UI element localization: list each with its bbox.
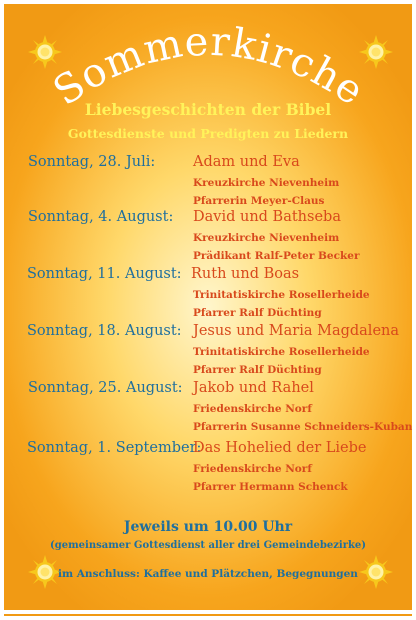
service-pastor: Pfarrer Ralf Düchting <box>193 307 322 319</box>
service-topic: Jakob und Rahel <box>193 380 314 396</box>
service-place: Kreuzkirche Nievenheim <box>193 177 340 189</box>
service-entry <box>4 323 412 379</box>
afterwards-note: im Anschluss: Kaffee und Plätzchen, Begegnungen <box>58 568 358 580</box>
service-topic: Adam und Eva <box>193 154 300 170</box>
service-topic: Das Hohelied der Liebe <box>193 440 367 456</box>
service-place: Trinitatiskirche Rosellerheide <box>193 289 370 301</box>
service-place: Kreuzkirche Nievenheim <box>193 232 340 244</box>
bottom-divider <box>4 614 412 616</box>
service-date: Sonntag, 1. September: <box>27 440 202 456</box>
poster <box>4 4 412 610</box>
service-pastor: Pfarrer Hermann Schenck <box>193 481 348 493</box>
service-entry <box>4 440 412 496</box>
service-note: (gemeinsamer Gottesdienst aller drei Gemeindebezirke) <box>50 540 366 551</box>
subtitle: Liebesgeschichten der Bibel <box>84 100 332 119</box>
service-topic: David und Bathseba <box>193 209 341 225</box>
service-place: Friedenskirche Norf <box>193 463 312 475</box>
service-pastor: Pfarrerin Susanne Schneiders-Kuban <box>193 421 412 433</box>
service-date: Sonntag, 4. August: <box>28 209 174 225</box>
service-date: Sonntag, 18. August: <box>27 323 182 339</box>
service-topic: Jesus und Maria Magdalena <box>193 323 400 339</box>
service-topic: Ruth und Boas <box>191 266 300 282</box>
service-entry <box>4 154 412 210</box>
tagline: Gottesdienste und Predigten zu Liedern <box>67 126 349 141</box>
service-entry <box>4 380 412 436</box>
service-entry <box>4 266 412 322</box>
service-entry <box>4 209 412 265</box>
service-place: Trinitatiskirche Rosellerheide <box>193 346 370 358</box>
service-place: Friedenskirche Norf <box>193 403 312 415</box>
service-date: Sonntag, 25. August: <box>28 380 183 396</box>
page-title: Sommerkirche <box>45 18 373 116</box>
service-date: Sonntag, 28. Juli: <box>28 154 156 170</box>
service-date: Sonntag, 11. August: <box>27 266 182 282</box>
service-pastor: Pfarrerin Meyer-Claus <box>193 195 325 207</box>
service-pastor: Pfarrer Ralf Düchting <box>193 364 322 376</box>
service-pastor: Prädikant Ralf-Peter Becker <box>193 250 360 262</box>
service-time: Jeweils um 10.00 Uhr <box>123 519 293 535</box>
